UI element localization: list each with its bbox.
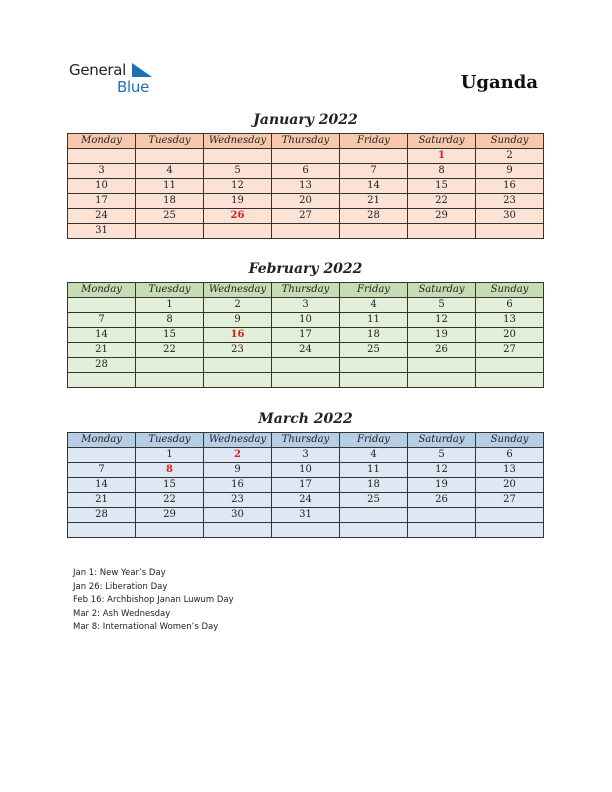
day-cell: 18: [136, 194, 204, 209]
day-cell: 10: [272, 313, 340, 328]
week-row: [68, 194, 544, 209]
day-cell: 16: [204, 478, 272, 493]
empty-day-cell: [136, 358, 204, 373]
empty-day-cell: [408, 373, 476, 388]
month-january: [67, 111, 544, 239]
weekday-header: Sunday: [476, 433, 544, 448]
day-cell: 2: [204, 298, 272, 313]
day-cell: 23: [476, 194, 544, 209]
empty-day-cell: [272, 358, 340, 373]
day-cell: 12: [408, 313, 476, 328]
country-title: Uganda: [460, 72, 538, 93]
calendar-grid: [67, 282, 544, 388]
empty-day-cell: [476, 508, 544, 523]
day-cell: 4: [136, 164, 204, 179]
holiday-item: Feb 16: Archbishop Janan Luwum Day: [73, 595, 234, 605]
week-row: [68, 313, 544, 328]
empty-day-cell: [476, 224, 544, 239]
weekday-header-row: [68, 134, 544, 149]
holiday-item: Mar 2: Ash Wednesday: [73, 608, 171, 619]
weekday-header: Friday: [340, 283, 408, 298]
day-cell: 5: [408, 298, 476, 313]
weekday-header: Saturday: [408, 134, 476, 149]
empty-day-cell: [204, 149, 272, 164]
empty-day-cell: [408, 508, 476, 523]
empty-day-cell: [272, 373, 340, 388]
week-row: [68, 164, 544, 179]
day-cell: 16: [204, 328, 272, 343]
empty-day-cell: [136, 373, 204, 388]
day-cell: 2: [476, 149, 544, 164]
day-cell: 14: [340, 179, 408, 194]
day-cell: 21: [68, 343, 136, 358]
logo-triangle-icon: [132, 63, 152, 77]
weekday-header: Wednesday: [204, 283, 272, 298]
empty-day-cell: [408, 523, 476, 538]
day-cell: 22: [136, 343, 204, 358]
day-cell: 30: [476, 209, 544, 224]
generalblue-logo: [69, 61, 169, 97]
day-cell: 24: [272, 493, 340, 508]
day-cell: 20: [476, 328, 544, 343]
day-cell: 10: [272, 463, 340, 478]
empty-day-cell: [272, 149, 340, 164]
logo-word-general: General: [69, 61, 127, 79]
week-row: [68, 478, 544, 493]
week-row: [68, 523, 544, 538]
empty-day-cell: [204, 358, 272, 373]
day-cell: 3: [272, 298, 340, 313]
week-row: [68, 463, 544, 478]
day-cell: 1: [136, 448, 204, 463]
empty-day-cell: [136, 149, 204, 164]
holiday-item: Jan 1: New Year’s Day: [73, 568, 166, 578]
empty-day-cell: [340, 373, 408, 388]
weekday-header-row: [68, 283, 544, 298]
day-cell: 8: [136, 463, 204, 478]
calendar-grid: [67, 133, 544, 239]
day-cell: 22: [408, 194, 476, 209]
week-row: [68, 373, 544, 388]
weekday-header: Tuesday: [136, 283, 204, 298]
day-cell: 25: [340, 343, 408, 358]
day-cell: 27: [476, 343, 544, 358]
day-cell: 17: [68, 194, 136, 209]
day-cell: 2: [204, 448, 272, 463]
month-march: [67, 410, 544, 538]
week-row: [68, 508, 544, 523]
week-row: [68, 298, 544, 313]
weekday-header: Sunday: [476, 134, 544, 149]
day-cell: 22: [136, 493, 204, 508]
week-row: [68, 448, 544, 463]
weekday-header: Thursday: [272, 433, 340, 448]
empty-day-cell: [204, 523, 272, 538]
day-cell: 29: [408, 209, 476, 224]
day-cell: 17: [272, 328, 340, 343]
empty-day-cell: [340, 358, 408, 373]
empty-day-cell: [204, 373, 272, 388]
empty-day-cell: [340, 508, 408, 523]
day-cell: 5: [204, 164, 272, 179]
day-cell: 14: [68, 478, 136, 493]
day-cell: 29: [136, 508, 204, 523]
holiday-list: [73, 567, 234, 635]
weekday-header: Saturday: [408, 283, 476, 298]
weekday-header: Thursday: [272, 283, 340, 298]
day-cell: 13: [476, 313, 544, 328]
day-cell: 21: [68, 493, 136, 508]
week-row: [68, 358, 544, 373]
day-cell: 15: [136, 328, 204, 343]
day-cell: 28: [340, 209, 408, 224]
day-cell: 10: [68, 179, 136, 194]
empty-day-cell: [136, 523, 204, 538]
day-cell: 11: [340, 463, 408, 478]
weekday-header: Monday: [68, 283, 136, 298]
day-cell: 30: [204, 508, 272, 523]
empty-day-cell: [408, 358, 476, 373]
day-cell: 11: [340, 313, 408, 328]
day-cell: 28: [68, 508, 136, 523]
day-cell: 12: [204, 179, 272, 194]
day-cell: 20: [272, 194, 340, 209]
empty-day-cell: [476, 358, 544, 373]
weekday-header: Monday: [68, 433, 136, 448]
day-cell: 9: [204, 463, 272, 478]
week-row: [68, 493, 544, 508]
day-cell: 24: [272, 343, 340, 358]
day-cell: 4: [340, 448, 408, 463]
day-cell: 9: [476, 164, 544, 179]
day-cell: 13: [476, 463, 544, 478]
weekday-header: Wednesday: [204, 134, 272, 149]
weekday-header: Sunday: [476, 283, 544, 298]
day-cell: 18: [340, 328, 408, 343]
weekday-header-row: [68, 433, 544, 448]
day-cell: 26: [408, 493, 476, 508]
empty-day-cell: [68, 448, 136, 463]
empty-day-cell: [68, 373, 136, 388]
day-cell: 24: [68, 209, 136, 224]
empty-day-cell: [204, 224, 272, 239]
day-cell: 9: [204, 313, 272, 328]
day-cell: 1: [408, 149, 476, 164]
weekday-header: Tuesday: [136, 433, 204, 448]
day-cell: 25: [340, 493, 408, 508]
day-cell: 12: [408, 463, 476, 478]
day-cell: 6: [272, 164, 340, 179]
month-title: January 2022: [253, 112, 358, 128]
day-cell: 7: [68, 313, 136, 328]
day-cell: 27: [272, 209, 340, 224]
empty-day-cell: [340, 523, 408, 538]
weekday-header: Wednesday: [204, 433, 272, 448]
day-cell: 23: [204, 343, 272, 358]
day-cell: 26: [408, 343, 476, 358]
weekday-header: Tuesday: [136, 134, 204, 149]
weekday-header: Thursday: [272, 134, 340, 149]
day-cell: 11: [136, 179, 204, 194]
weekday-header: Saturday: [408, 433, 476, 448]
day-cell: 19: [204, 194, 272, 209]
week-row: [68, 343, 544, 358]
day-cell: 3: [272, 448, 340, 463]
empty-day-cell: [68, 523, 136, 538]
empty-day-cell: [476, 373, 544, 388]
day-cell: 5: [408, 448, 476, 463]
day-cell: 6: [476, 298, 544, 313]
weekday-header: Friday: [340, 134, 408, 149]
week-row: [68, 224, 544, 239]
day-cell: 28: [68, 358, 136, 373]
weekday-header: Friday: [340, 433, 408, 448]
empty-day-cell: [408, 224, 476, 239]
calendar-grid: [67, 432, 544, 538]
empty-day-cell: [340, 224, 408, 239]
holiday-item: Mar 8: International Women’s Day: [73, 622, 219, 632]
day-cell: 31: [68, 224, 136, 239]
empty-day-cell: [272, 224, 340, 239]
week-row: [68, 328, 544, 343]
empty-day-cell: [272, 523, 340, 538]
day-cell: 16: [476, 179, 544, 194]
day-cell: 8: [408, 164, 476, 179]
day-cell: 23: [204, 493, 272, 508]
day-cell: 4: [340, 298, 408, 313]
day-cell: 19: [408, 478, 476, 493]
weekday-header: Monday: [68, 134, 136, 149]
empty-day-cell: [68, 298, 136, 313]
day-cell: 15: [408, 179, 476, 194]
empty-day-cell: [136, 224, 204, 239]
empty-day-cell: [476, 523, 544, 538]
empty-day-cell: [68, 149, 136, 164]
day-cell: 18: [340, 478, 408, 493]
week-row: [68, 179, 544, 194]
day-cell: 13: [272, 179, 340, 194]
month-title: February 2022: [248, 261, 363, 277]
day-cell: 1: [136, 298, 204, 313]
month-title: March 2022: [258, 411, 353, 427]
day-cell: 26: [204, 209, 272, 224]
day-cell: 27: [476, 493, 544, 508]
day-cell: 25: [136, 209, 204, 224]
week-row: [68, 209, 544, 224]
day-cell: 7: [68, 463, 136, 478]
logo-word-blue: Blue: [117, 78, 149, 96]
day-cell: 21: [340, 194, 408, 209]
empty-day-cell: [340, 149, 408, 164]
day-cell: 15: [136, 478, 204, 493]
month-february: [67, 260, 544, 388]
day-cell: 3: [68, 164, 136, 179]
day-cell: 6: [476, 448, 544, 463]
day-cell: 14: [68, 328, 136, 343]
day-cell: 17: [272, 478, 340, 493]
holiday-item: Jan 26: Liberation Day: [73, 581, 168, 592]
week-row: [68, 149, 544, 164]
day-cell: 31: [272, 508, 340, 523]
day-cell: 7: [340, 164, 408, 179]
day-cell: 20: [476, 478, 544, 493]
day-cell: 8: [136, 313, 204, 328]
day-cell: 19: [408, 328, 476, 343]
